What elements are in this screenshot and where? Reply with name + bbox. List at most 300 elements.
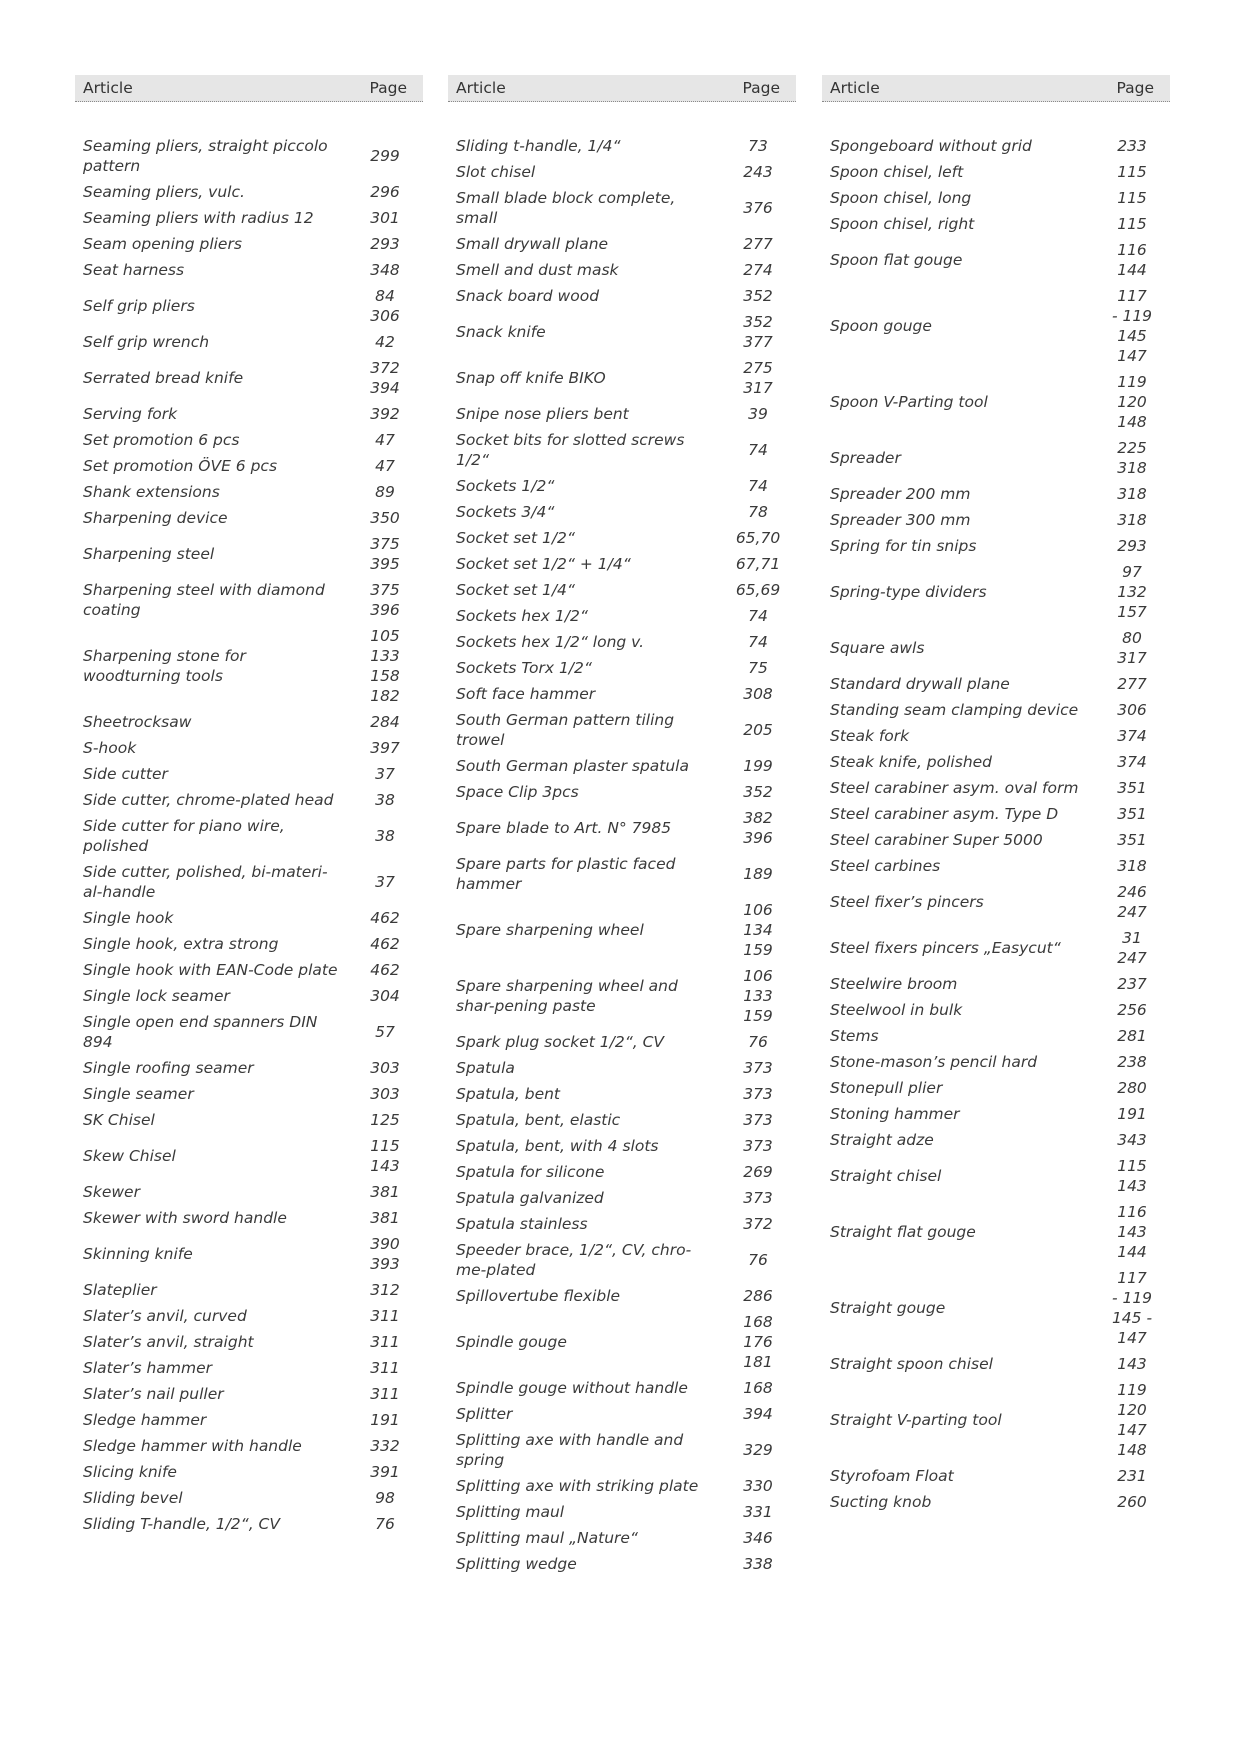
page-number: 98 — [375, 1489, 395, 1507]
article-name: Spatula, bent, with 4 slots — [456, 1137, 659, 1155]
page-number: 191 — [1117, 1105, 1147, 1123]
article-name: Snap off knife BIKO — [456, 369, 606, 387]
page-number: 301 — [370, 209, 400, 227]
article-name: Spatula stainless — [456, 1215, 588, 1233]
article-name: Sucting knob — [830, 1493, 932, 1511]
article-name: Straight flat gouge — [830, 1223, 976, 1241]
index-row — [822, 853, 1170, 879]
index-row — [448, 963, 796, 1029]
page-number: 381 — [370, 1209, 400, 1227]
index-row — [822, 879, 1170, 925]
article-name: Spatula galvanized — [456, 1189, 604, 1207]
index-row — [448, 707, 796, 753]
page-number: 47 — [375, 431, 395, 449]
index-row — [448, 897, 796, 963]
article-name: Slater’s anvil, curved — [83, 1307, 247, 1325]
article-name: Single roofing seamer — [83, 1059, 254, 1077]
page-number: 117 - 119 145 - 147 — [1111, 1269, 1153, 1347]
column-header — [75, 75, 423, 102]
article-name: Snipe nose pliers bent — [456, 405, 629, 423]
article-name: Standing seam clamping device — [830, 701, 1079, 719]
page-number: 277 — [1117, 675, 1147, 693]
index-row — [75, 133, 423, 179]
article-name: Straight adze — [830, 1131, 934, 1149]
article-name: Spoon chisel, right — [830, 215, 975, 233]
page-number: 76 — [375, 1515, 395, 1533]
article-name: Spoon chisel, long — [830, 189, 972, 207]
index-row — [448, 551, 796, 577]
index-row — [822, 283, 1170, 369]
page-number: 119 120 147 148 — [1117, 1381, 1147, 1459]
page-number: 375 395 — [370, 535, 400, 573]
article-name: Steak fork — [830, 727, 910, 745]
article-name: Splitting maul „Nature“ — [456, 1529, 638, 1547]
article-name: Stoning hammer — [830, 1105, 960, 1123]
page-number: 373 — [743, 1111, 773, 1129]
article-name: Seat harness — [83, 261, 185, 279]
page-number: 391 — [370, 1463, 400, 1481]
article-name: Spare blade to Art. N° 7985 — [456, 819, 672, 837]
index-row — [75, 931, 423, 957]
article-name: Socket bits for slotted screws 1/2“ — [456, 431, 685, 469]
index-row — [822, 369, 1170, 435]
article-name: Splitting wedge — [456, 1555, 577, 1573]
index-row — [75, 859, 423, 905]
page-number: 233 — [1117, 137, 1147, 155]
page-number: 372 — [743, 1215, 773, 1233]
index-row — [448, 499, 796, 525]
page-number: 338 — [743, 1555, 773, 1573]
article-name: Straight spoon chisel — [830, 1355, 993, 1373]
article-name: Single hook, extra strong — [83, 935, 279, 953]
index-row — [448, 231, 796, 257]
index-row — [448, 1211, 796, 1237]
page-number: 392 — [370, 405, 400, 423]
index-rows — [448, 133, 796, 1577]
article-name: Soft face hammer — [456, 685, 596, 703]
index-row — [75, 1355, 423, 1381]
index-row — [822, 1101, 1170, 1127]
index-row — [822, 1377, 1170, 1463]
article-name: Sockets 3/4“ — [456, 503, 555, 521]
index-row — [75, 283, 423, 329]
index-row — [822, 997, 1170, 1023]
page-number: 375 396 — [370, 581, 400, 619]
index-row — [75, 957, 423, 983]
page-number: 318 — [1117, 857, 1147, 875]
page-number: 115 143 — [370, 1137, 400, 1175]
index-row — [75, 531, 423, 577]
index-row — [448, 1427, 796, 1473]
page-number: 311 — [370, 1359, 400, 1377]
page-number: 303 — [370, 1085, 400, 1103]
article-name: Slicing knife — [83, 1463, 177, 1481]
index-row — [822, 1489, 1170, 1515]
page-number: 31 247 — [1117, 929, 1147, 967]
page-number: 199 — [743, 757, 773, 775]
article-name: Self grip pliers — [83, 297, 195, 315]
index-row — [448, 159, 796, 185]
page-number: 311 — [370, 1385, 400, 1403]
page-number: 97 132 157 — [1117, 563, 1147, 621]
article-name: Serving fork — [83, 405, 178, 423]
article-name: Seam opening pliers — [83, 235, 242, 253]
page-number: 105 133 158 182 — [370, 627, 400, 705]
column-header — [822, 75, 1170, 102]
article-name: Sliding T-handle, 1/2“, CV — [83, 1515, 280, 1533]
index-column-2 — [448, 75, 796, 1577]
article-name: Spillovertube flexible — [456, 1287, 621, 1305]
index-row — [75, 709, 423, 735]
article-name: Space Clip 3pcs — [456, 783, 579, 801]
article-name: Spare parts for plastic faced hammer — [456, 855, 676, 893]
index-row — [75, 1133, 423, 1179]
article-name: Seaming pliers, straight piccolo pattern — [83, 137, 328, 175]
index-row — [822, 1153, 1170, 1199]
article-name: Spoon gouge — [830, 317, 932, 335]
article-name: Slateplier — [83, 1281, 157, 1299]
index-row — [448, 401, 796, 427]
page-number: 115 — [1117, 215, 1147, 233]
article-name: Splitting axe with striking plate — [456, 1477, 699, 1495]
article-name: South German pattern tiling trowel — [456, 711, 675, 749]
article-name: Sockets 1/2“ — [456, 477, 555, 495]
page-number: 374 — [1117, 727, 1147, 745]
index-row — [822, 481, 1170, 507]
page-number: 269 — [743, 1163, 773, 1181]
page-number: 462 — [370, 961, 400, 979]
index-row — [448, 753, 796, 779]
page-number: 238 — [1117, 1053, 1147, 1071]
page-number: 304 — [370, 987, 400, 1005]
index-row — [75, 813, 423, 859]
index-row — [448, 681, 796, 707]
page-number: 351 — [1117, 831, 1147, 849]
page-number: 76 — [748, 1251, 768, 1269]
article-name: Steel fixer’s pincers — [830, 893, 984, 911]
page-number: 281 — [1117, 1027, 1147, 1045]
article-name: Square awls — [830, 639, 925, 657]
index-row — [822, 435, 1170, 481]
page-number: 76 — [748, 1033, 768, 1051]
index-row — [75, 1407, 423, 1433]
index-row — [448, 1133, 796, 1159]
index-row — [75, 1433, 423, 1459]
page-header: Page — [1116, 79, 1154, 97]
page-number: 372 394 — [370, 359, 400, 397]
article-name: Slater’s hammer — [83, 1359, 212, 1377]
article-name: Sockets Torx 1/2“ — [456, 659, 592, 677]
index-row — [448, 1029, 796, 1055]
article-name: Slater’s anvil, straight — [83, 1333, 254, 1351]
index-row — [822, 1199, 1170, 1265]
index-row — [822, 211, 1170, 237]
index-row — [448, 1081, 796, 1107]
index-row — [822, 559, 1170, 625]
index-row — [448, 283, 796, 309]
article-name: Single open end spanners DIN 894 — [83, 1013, 318, 1051]
article-name: Socket set 1/2“ — [456, 529, 575, 547]
page-number: 116 144 — [1117, 241, 1147, 279]
index-row — [75, 1485, 423, 1511]
article-name: Single hook with EAN-Code plate — [83, 961, 338, 979]
index-row — [75, 577, 423, 623]
page-number: 65,70 — [735, 529, 781, 547]
index-row — [75, 231, 423, 257]
index-row — [448, 1473, 796, 1499]
index-row — [75, 1231, 423, 1277]
index-column-1 — [75, 75, 423, 1537]
index-row — [75, 401, 423, 427]
article-name: Steak knife, polished — [830, 753, 993, 771]
page-number: 277 — [743, 235, 773, 253]
article-name: Spare sharpening wheel and shar-pening paste — [456, 977, 678, 1015]
article-name: Socket set 1/2“ + 1/4“ — [456, 555, 631, 573]
page-header: Page — [369, 79, 407, 97]
index-row — [448, 525, 796, 551]
article-name: Speeder brace, 1/2“, CV, chro-me-plated — [456, 1241, 692, 1279]
article-name: Socket set 1/4“ — [456, 581, 575, 599]
index-row — [822, 801, 1170, 827]
article-name: Sharpening steel — [83, 545, 215, 563]
page-number: 346 — [743, 1529, 773, 1547]
page-number: 373 — [743, 1085, 773, 1103]
page-number: 351 — [1117, 805, 1147, 823]
page-number: 381 — [370, 1183, 400, 1201]
index-row — [75, 1303, 423, 1329]
page-number: 343 — [1117, 1131, 1147, 1149]
page-number: 348 — [370, 261, 400, 279]
index-row — [75, 761, 423, 787]
article-name: Straight V-parting tool — [830, 1411, 1002, 1429]
page-number: 115 — [1117, 189, 1147, 207]
index-row — [75, 329, 423, 355]
page-number: 74 — [748, 607, 768, 625]
article-name: Steel carbines — [830, 857, 941, 875]
page-number: 106 133 159 — [743, 967, 773, 1025]
index-row — [822, 185, 1170, 211]
index-row — [448, 1525, 796, 1551]
index-row — [75, 1009, 423, 1055]
index-row — [822, 1075, 1170, 1101]
article-name: Spatula — [456, 1059, 515, 1077]
page-number: 42 — [375, 333, 395, 351]
page-number: 191 — [370, 1411, 400, 1429]
page-number: 168 176 181 — [743, 1313, 773, 1371]
index-row — [75, 905, 423, 931]
page-number: 397 — [370, 739, 400, 757]
article-name: Styrofoam Float — [830, 1467, 954, 1485]
page-number: 374 — [1117, 753, 1147, 771]
index-row — [822, 1463, 1170, 1489]
index-row — [75, 1179, 423, 1205]
page-header: Page — [742, 79, 780, 97]
page-number: 382 396 — [743, 809, 773, 847]
index-row — [822, 625, 1170, 671]
page-number: 246 247 — [1117, 883, 1147, 921]
page-number: 37 — [375, 873, 395, 891]
index-row — [822, 697, 1170, 723]
page-number: 38 — [375, 827, 395, 845]
index-row — [822, 1351, 1170, 1377]
article-name: Single hook — [83, 909, 174, 927]
index-row — [448, 185, 796, 231]
page-number: 143 — [1117, 1355, 1147, 1373]
page-number: 47 — [375, 457, 395, 475]
page-number: 74 — [748, 441, 768, 459]
page-number: 318 — [1117, 485, 1147, 503]
article-name: Sockets hex 1/2“ — [456, 607, 588, 625]
index-row — [75, 735, 423, 761]
index-row — [822, 723, 1170, 749]
page-number: 286 — [743, 1287, 773, 1305]
article-name: Sharpening stone for woodturning tools — [83, 647, 246, 685]
page-number: 225 318 — [1117, 439, 1147, 477]
page-number: 84 306 — [370, 287, 400, 325]
index-row — [75, 1277, 423, 1303]
article-name: Seaming pliers, vulc. — [83, 183, 245, 201]
page-number: 394 — [743, 1405, 773, 1423]
article-name: Spring for tin snips — [830, 537, 977, 555]
article-name: Sliding bevel — [83, 1489, 183, 1507]
index-row — [822, 1265, 1170, 1351]
page-number: 125 — [370, 1111, 400, 1129]
page-number: 80 317 — [1117, 629, 1147, 667]
article-name: Snack knife — [456, 323, 546, 341]
page-number: 78 — [748, 503, 768, 521]
index-row — [75, 505, 423, 531]
article-name: Sliding t-handle, 1/4“ — [456, 137, 621, 155]
article-name: Slater’s nail puller — [83, 1385, 224, 1403]
article-name: Spoon flat gouge — [830, 251, 963, 269]
page-number: 39 — [748, 405, 768, 423]
page-number: 296 — [370, 183, 400, 201]
page-number: 205 — [743, 721, 773, 739]
article-name: Spindle gouge — [456, 1333, 567, 1351]
index-row — [448, 1401, 796, 1427]
index-row — [448, 309, 796, 355]
index-row — [822, 159, 1170, 185]
index-row — [822, 1023, 1170, 1049]
page-number: 311 — [370, 1333, 400, 1351]
page-number: 237 — [1117, 975, 1147, 993]
page-number: 306 — [1117, 701, 1147, 719]
article-name: Skewer — [83, 1183, 140, 1201]
page-number: 293 — [370, 235, 400, 253]
page-number: 329 — [743, 1441, 773, 1459]
article-name: Skewer with sword handle — [83, 1209, 287, 1227]
index-row — [448, 427, 796, 473]
page-number: 89 — [375, 483, 395, 501]
index-row — [448, 1159, 796, 1185]
page-number: 331 — [743, 1503, 773, 1521]
index-row — [75, 787, 423, 813]
index-row — [448, 1309, 796, 1375]
article-name: Single seamer — [83, 1085, 194, 1103]
index-row — [75, 1205, 423, 1231]
index-row — [448, 1185, 796, 1211]
article-name: Spare sharpening wheel — [456, 921, 644, 939]
article-name: Steel carabiner asym. Type D — [830, 805, 1059, 823]
page-number: 390 393 — [370, 1235, 400, 1273]
article-name: Standard drywall plane — [830, 675, 1010, 693]
index-row — [448, 355, 796, 401]
article-header: Article — [456, 79, 506, 97]
article-name: Skinning knife — [83, 1245, 193, 1263]
index-row — [75, 1381, 423, 1407]
index-row — [448, 473, 796, 499]
page-number: 318 — [1117, 511, 1147, 529]
index-row — [448, 629, 796, 655]
index-row — [822, 671, 1170, 697]
article-name: Spreader 200 mm — [830, 485, 971, 503]
page-number: 256 — [1117, 1001, 1147, 1019]
index-row — [75, 1511, 423, 1537]
page-number: 67,71 — [735, 555, 781, 573]
index-row — [75, 1055, 423, 1081]
index-row — [448, 603, 796, 629]
page-number: 275 317 — [743, 359, 773, 397]
index-row — [822, 827, 1170, 853]
article-name: Stone-mason’s pencil hard — [830, 1053, 1038, 1071]
article-name: Spreader — [830, 449, 901, 467]
index-column-3 — [822, 75, 1170, 1515]
article-header: Article — [830, 79, 880, 97]
page-number: 293 — [1117, 537, 1147, 555]
index-row — [448, 779, 796, 805]
index-row — [75, 623, 423, 709]
index-row — [822, 971, 1170, 997]
page-number: 231 — [1117, 1467, 1147, 1485]
article-name: Single lock seamer — [83, 987, 230, 1005]
page-number: 303 — [370, 1059, 400, 1077]
article-name: Straight chisel — [830, 1167, 942, 1185]
page-number: 350 — [370, 509, 400, 527]
article-name: Side cutter for piano wire, polished — [83, 817, 285, 855]
index-row — [75, 205, 423, 231]
article-name: Splitter — [456, 1405, 513, 1423]
page-number: 351 — [1117, 779, 1147, 797]
page-number: 373 — [743, 1137, 773, 1155]
index-row — [822, 775, 1170, 801]
page-number: 74 — [748, 477, 768, 495]
article-name: Sharpening device — [83, 509, 228, 527]
article-name: Skew Chisel — [83, 1147, 176, 1165]
index-row — [75, 1459, 423, 1485]
index-row — [448, 851, 796, 897]
index-row — [448, 1375, 796, 1401]
page-number: 376 — [743, 199, 773, 217]
page-number: 117 - 119 145 147 — [1111, 287, 1153, 365]
article-name: Side cutter — [83, 765, 168, 783]
article-name: Spark plug socket 1/2“, CV — [456, 1033, 665, 1051]
article-name: Spoon V-Parting tool — [830, 393, 988, 411]
page-number: 73 — [748, 137, 768, 155]
page-number: 57 — [375, 1023, 395, 1041]
index-row — [822, 533, 1170, 559]
article-name: Side cutter, polished, bi-materi-al-handle — [83, 863, 328, 901]
article-name: Splitting axe with handle and spring — [456, 1431, 684, 1469]
article-name: Splitting maul — [456, 1503, 565, 1521]
page-number: 311 — [370, 1307, 400, 1325]
index-row — [448, 577, 796, 603]
page-number: 38 — [375, 791, 395, 809]
article-name: Sledge hammer — [83, 1411, 207, 1429]
page-number: 332 — [370, 1437, 400, 1455]
index-row — [822, 237, 1170, 283]
article-name: Small blade block complete, small — [456, 189, 676, 227]
index-row — [822, 1049, 1170, 1075]
